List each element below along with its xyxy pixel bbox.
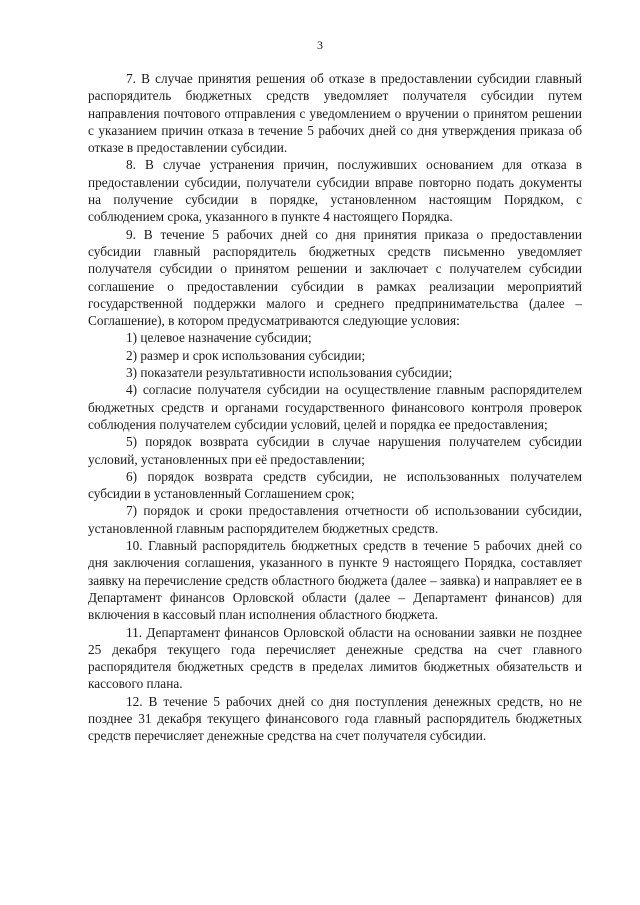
condition-item-2: 2) размер и срок использования субсидии; <box>126 347 366 363</box>
paragraph-11: 11. Департамент финансов Орловской области на основании заявки не позднее 25 декабря текущего года перечисляет денежные средства на счет главного распорядителя бюджетных средств в пределах лимитов бюджетных обязательств и кассового плана. <box>88 624 582 692</box>
condition-item-1: 1) целевое назначение субсидии; <box>126 330 312 346</box>
condition-item-5: 5) порядок возврата субсидии в случае нарушения получателем субсидии условий, установленных при её предоставлении; <box>88 434 582 467</box>
condition-item-6: 6) порядок возврата средств субсидии, не использованных получателем субсидии в установленный Соглашением срок; <box>88 468 582 502</box>
paragraph-8: 8. В случае устранения причин, послуживших основанием для отказа в предоставлении субсидии, получатели субсидии вправе повторно подать документы на получение субсидии в порядке, установленном настоящим Порядком, с соблюдением срока, указанного в пункте 4 настоящего Порядка. <box>88 157 582 225</box>
condition-item-4: 4) согласие получателя субсидии на осуществление главным распорядителем бюджетных средств и органами государственного финансового контроля проверок соблюдения получателем субсидии условий, целей и порядка ее предоставления; <box>88 382 582 432</box>
paragraph-10: 10. Главный распорядитель бюджетных средств в течение 5 рабочих дней со дня заключения соглашения, указанного в пункте 9 настоящего Порядка, составляет заявку на перечисление средств областного бюджета (далее – заявка) и направляет ее в Департамент финансов Орловской области (далее – Департамент финансов) для включения в кассовый план исполнения областного бюджета. <box>88 538 582 623</box>
condition-item-3: 3) показатели результативности использования субсидии; <box>126 365 453 381</box>
document-body <box>88 70 582 745</box>
page-number: 3 <box>317 38 323 52</box>
paragraph-7: 7. В случае принятия решения об отказе в предоставлении субсидии главный распорядитель бюджетных средств уведомляет получателя субсидии путем направления почтового отправления с уведомлением о вручении о принятом решении с указанием причин отказа в течение 5 рабочих дней со дня утверждения приказа об отказе в предоставлении субсидии. <box>88 71 582 156</box>
condition-item-7: 7) порядок и сроки предоставления отчетности об использовании субсидии, установленной главным распорядителем бюджетных средств. <box>88 503 582 536</box>
paragraph-9: 9. В течение 5 рабочих дней со дня принятия приказа о предоставлении субсидии главный распорядитель бюджетных средств письменно уведомляет получателя субсидии о принятом решении и заключает с получателем субсидии соглашение о предоставлении субсидии в рамках реализации мероприятий государственной поддержки малого и среднего предпринимательства (далее – Соглашение), в котором предусматриваются следующие условия: <box>88 226 582 329</box>
paragraph-12: 12. В течение 5 рабочих дней со дня поступления денежных средств, но не позднее 31 декабря текущего финансового года главный распорядитель бюджетных средств перечисляет денежные средства на счет получателя субсидии. <box>88 693 582 744</box>
